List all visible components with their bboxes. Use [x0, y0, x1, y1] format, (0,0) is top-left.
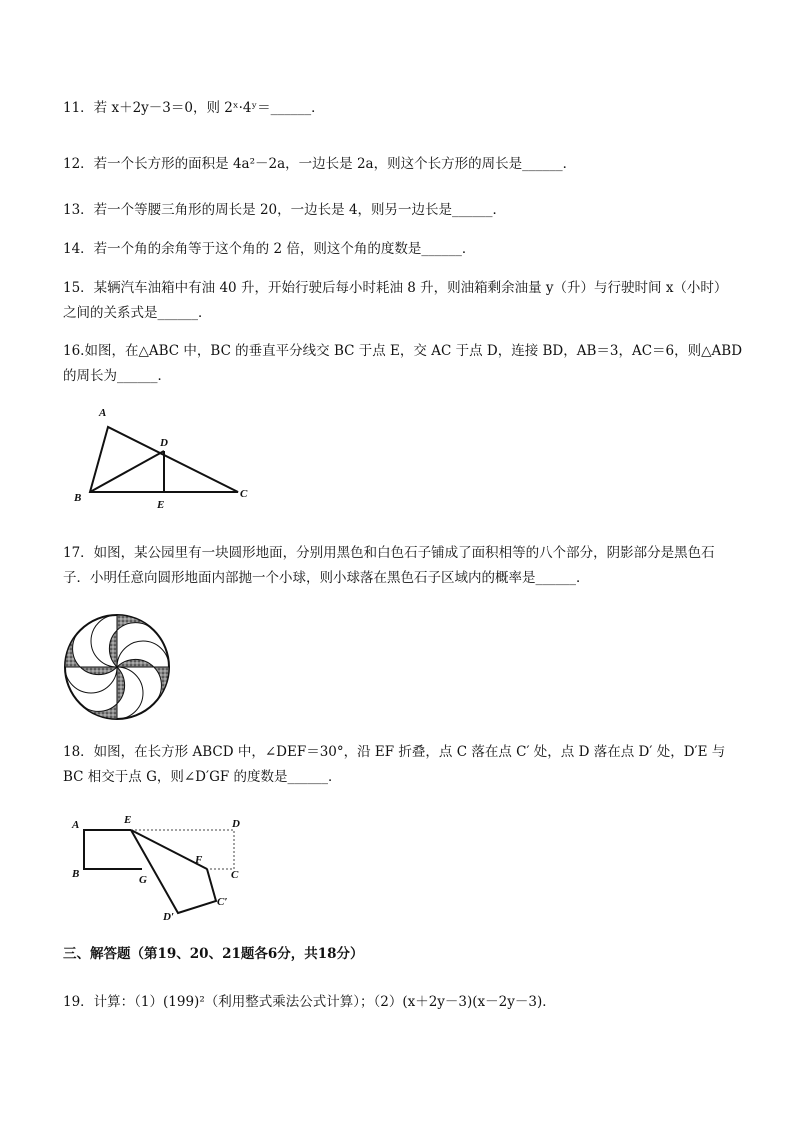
label-c-prime: C′: [217, 896, 228, 908]
dashed-outline: [131, 830, 234, 869]
label-e: E: [124, 814, 132, 826]
label-d: D: [232, 818, 240, 830]
triangle-figure: [68, 400, 258, 518]
label-e: E: [157, 499, 165, 511]
label-d-prime: D′: [163, 911, 175, 923]
label-a: A: [72, 819, 80, 831]
question-11: 11．若 x＋2y－3＝0，则 2ˣ·4ʸ＝______．: [63, 100, 325, 116]
question-18: 18．如图，在长方形 ABCD 中，∠DEF＝30°，沿 EF 折叠，点 C 落在点 C′ 处，点 D 落在点 D′ 处，D′E 与 BC 相交于点 G，则∠D′GF 的度数是______．: [63, 744, 726, 785]
label-g: G: [139, 874, 147, 886]
label-c: C: [231, 869, 239, 881]
segment-bd: [90, 451, 164, 492]
question-14: 14．若一个角的余角等于这个角的 2 倍，则这个角的度数是______．: [63, 241, 476, 257]
question-15: 15．某辆汽车油箱中有油 40 升，开始行驶后每小时耗油 8 升，则油箱剩余油量 y（升）与行驶时间 x（小时） 之间的关系式是______．: [63, 280, 728, 321]
label-b: B: [72, 868, 80, 880]
section-heading: 三、解答题（第19、20、21题各6分，共18分）: [63, 946, 364, 962]
circle-figure: [62, 612, 172, 722]
label-c: C: [240, 488, 248, 500]
question-12: 12．若一个长方形的面积是 4a²－2a，一边长是 2a，则这个长方形的周长是______．: [63, 156, 577, 172]
question-19: 19．计算：（1）(199)²（利用整式乘法公式计算）；（2）(x＋2y－3)(x－2y－3)．: [63, 994, 556, 1010]
question-16: 16.如图，在△ABC 中，BC 的垂直平分线交 BC 于点 E，交 AC 于点 D，连接 BD，AB＝3，AC＝6，则△ABD 的周长为______．: [63, 343, 743, 384]
folded-part: [131, 830, 216, 913]
label-b: B: [74, 492, 82, 504]
label-a: A: [99, 407, 107, 419]
label-f: F: [195, 854, 203, 866]
label-d: D: [160, 437, 168, 449]
fold-figure: [66, 812, 246, 924]
question-17: 17．如图，某公园里有一块圆形地面，分别用黑色和白色石子铺成了面积相等的八个部分，阴影部分是黑色石 子．小明任意向圆形地面内部抛一个小球，则小球落在黑色石子区域内的概率是______．: [63, 545, 715, 586]
question-13: 13．若一个等腰三角形的周长是 20，一边长是 4，则另一边长是______．: [63, 202, 507, 218]
